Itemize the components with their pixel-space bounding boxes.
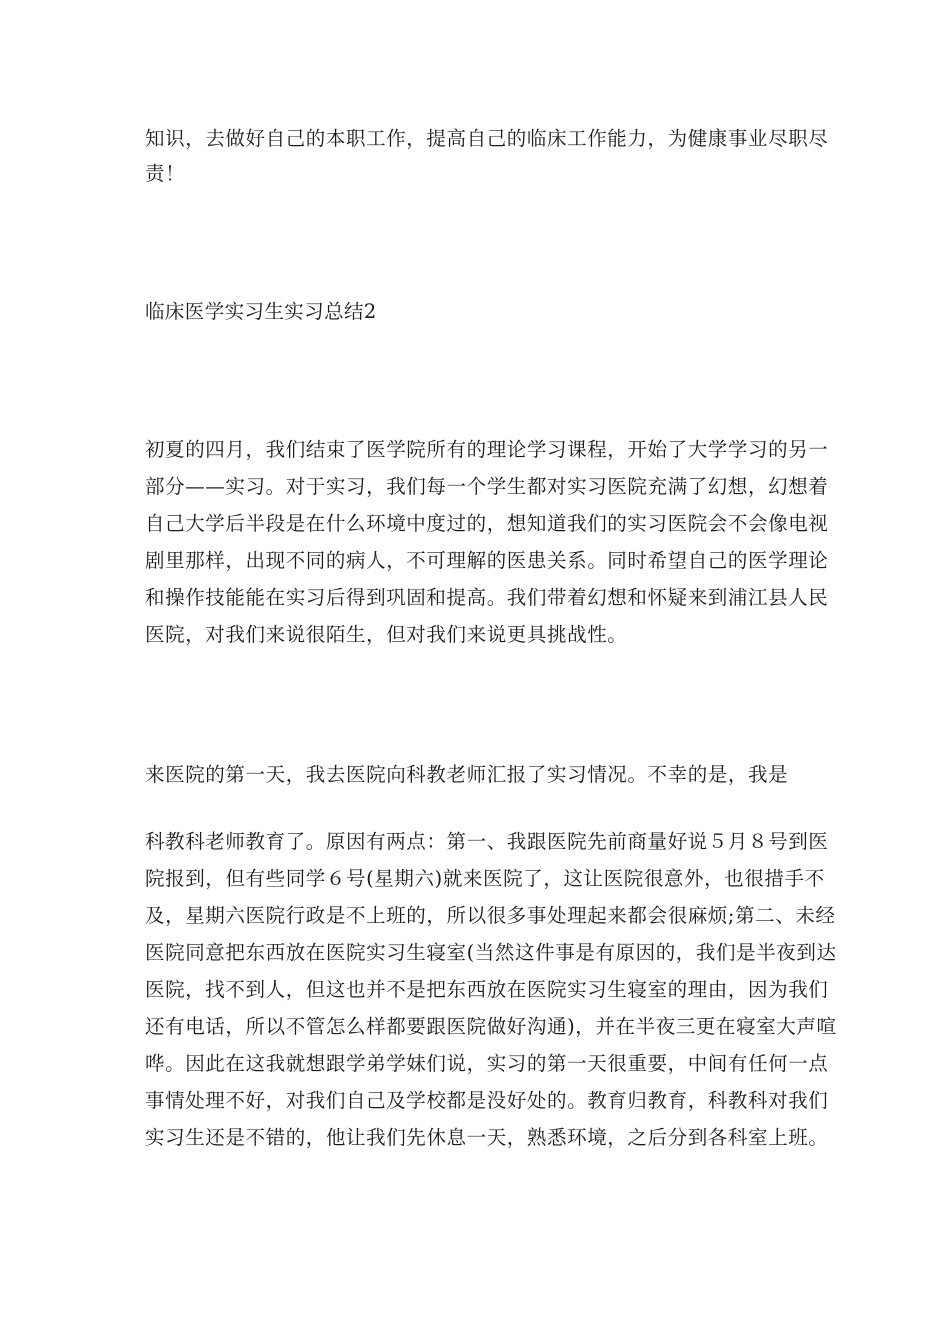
intro-line-1: 知识，去做好自己的本职工作，提高自己的临床工作能力，为健康事业尽职尽 [145,127,829,150]
section-title: 临床医学实习生实习总结2 [145,300,377,323]
paragraph1-line-4: 剧里那样，出现不同的病人，不可理解的医患关系。同时希望自己的医学理论 [145,549,829,572]
paragraph2-line-1: 来医院的第一天，我去医院向科教老师汇报了实习情况。不幸的是，我是 [145,763,789,786]
paragraph1-line-2: 部分——实习。对于实习，我们每一个学生都对实习医院充满了幻想，幻想着 [145,475,829,498]
paragraph3-line-2: 院报到，但有些同学６号(星期六)就来医院了，这让医院很意外，也很措手不 [145,867,825,890]
paragraph3-line-8: 事情处理不好，对我们自己及学校都是没好处的。教育归教育，科教科对我们 [145,1089,829,1112]
intro-line-2: 责！ [145,162,186,185]
paragraph1-line-3: 自己大学后半段是在什么环境中度过的，想知道我们的实习医院会不会像电视 [145,512,829,535]
paragraph1-line-6: 医院，对我们来说很陌生，但对我们来说更具挑战性。 [145,623,628,646]
paragraph3-line-1: 科教科老师教育了。原因有两点：第一、我跟医院先前商量好说５月８号到医 [145,830,829,853]
paragraph3-line-3: 及，星期六医院行政是不上班的，所以很多事处理起来都会很麻烦;第二、未经 [145,904,836,927]
paragraph3-line-7: 哗。因此在这我就想跟学弟学妹们说，实习的第一天很重要，中间有任何一点 [145,1052,829,1075]
paragraph3-line-5: 医院，找不到人，但这也并不是把东西放在医院实习生寝室的理由，因为我们 [145,978,829,1001]
paragraph3-line-6: 还有电话，所以不管怎么样都要跟医院做好沟通)，并在半夜三更在寝室大声喧 [145,1015,837,1038]
paragraph3-line-4: 医院同意把东西放在医院实习生寝室(当然这件事是有原因的，我们是半夜到达 [145,941,837,964]
paragraph3-line-9: 实习生还是不错的，他让我们先休息一天，熟悉环境，之后分到各科室上班。 [145,1126,829,1149]
paragraph1-line-1: 初夏的四月，我们结束了医学院所有的理论学习课程，开始了大学学习的另一 [145,438,829,461]
paragraph1-line-5: 和操作技能能在实习后得到巩固和提高。我们带着幻想和怀疑来到浦江县人民 [145,586,829,609]
